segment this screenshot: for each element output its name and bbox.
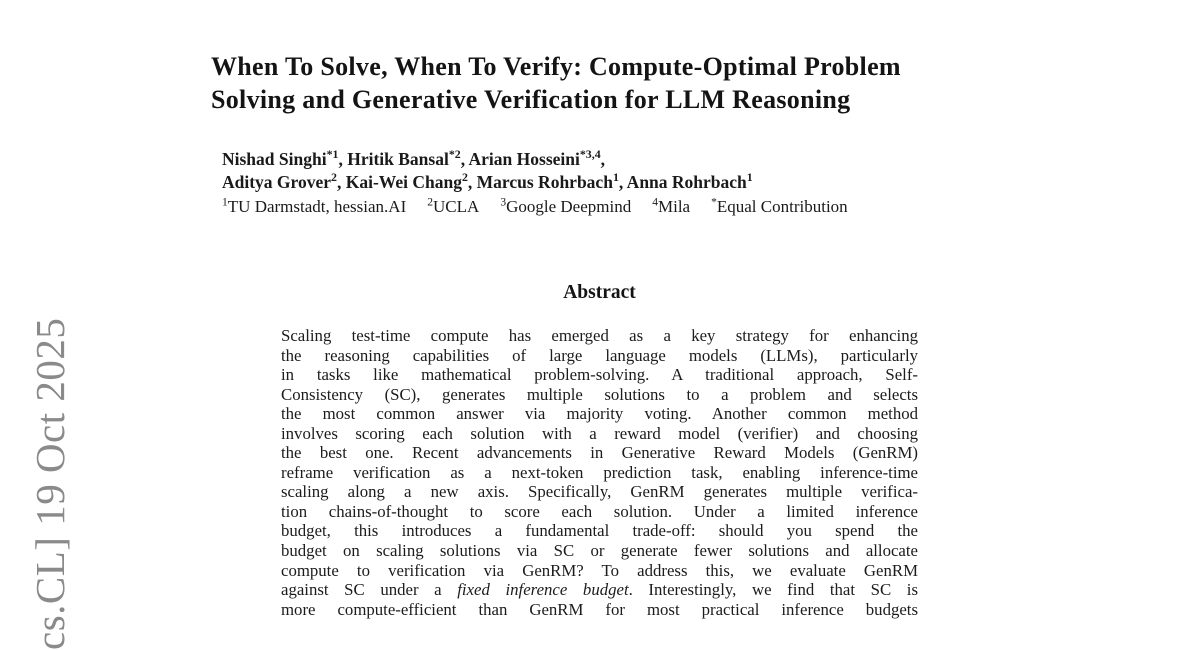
abstract-line: Scaling test-time compute has emerged as a key strategy for enhancing (281, 326, 918, 345)
affiliation-name: Google Deepmind (506, 197, 632, 216)
abstract-line: tion chains-of-thought to score each solution. Under a limited inference (281, 501, 918, 521)
affiliation (500, 197, 631, 216)
equal-contribution-label: Equal Contribution (716, 197, 848, 216)
author-block (222, 148, 848, 218)
affiliation (427, 197, 479, 216)
abstract-line: involves scoring each solution with a reward model (verifier) and choosing (281, 423, 918, 443)
abstract-line: the reasoning capabilities of large language models (LLMs), particularly (281, 345, 918, 365)
abstract-body (281, 326, 918, 619)
abstract-line: reframe verification as a next-token prediction task, enabling inference-time (281, 462, 918, 482)
affiliation-name: TU Darmstadt, hessian.AI (227, 197, 407, 216)
affiliation-row (222, 195, 848, 218)
author-name: , Anna Rohrbach (618, 172, 747, 192)
abstract-heading: Abstract (563, 282, 636, 303)
author-superscript: 1 (746, 170, 753, 185)
arxiv-watermark: cs.CL] 19 Oct 2025 (27, 317, 73, 650)
affiliation-superscript: 1 (222, 195, 228, 209)
abstract-line: in tasks like mathematical problem-solving. A traditional approach, Self- (281, 365, 918, 385)
equal-contribution-asterisk: * (711, 195, 717, 209)
affiliation-superscript: 3 (500, 195, 507, 209)
author-name: , Hritik Bansal (338, 149, 449, 169)
author-superscript: 2 (331, 170, 337, 185)
affiliation-name: UCLA (433, 197, 480, 216)
author-name: Nishad Singhi (222, 149, 327, 169)
paper-title-line-1: When To Solve, When To Verify: Compute-Optimal Problem (211, 52, 901, 81)
abstract-text-segment: . Interestingly, we find that SC is (628, 580, 918, 600)
abstract-line-with-emphasis (281, 580, 918, 600)
author-row-2 (222, 171, 848, 194)
paper-title (211, 50, 1011, 116)
affiliation-name: Mila (657, 197, 691, 216)
abstract-italic-segment: fixed inference budget (457, 580, 629, 600)
paper-title-line-2: Solving and Generative Verification for LLM Reasoning (211, 85, 851, 114)
author-superscript: *3,4 (579, 147, 601, 162)
author-superscript: *2 (448, 147, 461, 162)
author-superscript: 2 (461, 170, 468, 185)
author-name: , Kai-Wei Chang (337, 172, 462, 192)
author-row-trailing-comma: , (600, 149, 606, 169)
abstract-line: the most common answer via majority voting. Another common method (281, 404, 918, 424)
author-name: Aditya Grover (222, 172, 332, 192)
author-superscript: *1 (326, 147, 339, 162)
affiliation (222, 197, 406, 216)
abstract-text-segment: against SC under a (281, 580, 458, 600)
abstract-line: budget on scaling solutions via SC or generate fewer solutions and allocate (281, 541, 918, 561)
abstract-line: scaling along a new axis. Specifically, GenRM generates multiple verifica- (281, 482, 918, 502)
author-superscript: 1 (612, 170, 619, 185)
author-name: , Arian Hosseini (460, 149, 580, 169)
affiliation-superscript: 2 (427, 195, 434, 209)
abstract-line: the best one. Recent advancements in Generative Reward Models (GenRM) (281, 443, 918, 463)
equal-contribution-note (711, 197, 848, 216)
affiliation-superscript: 4 (652, 195, 658, 209)
affiliation (652, 197, 690, 216)
author-row-1 (222, 148, 848, 171)
abstract-line: budget, this introduces a fundamental trade-off: should you spend the (281, 521, 918, 541)
abstract-line: Consistency (SC), generates multiple solutions to a problem and selects (281, 384, 918, 404)
abstract-line: compute to verification via GenRM? To address this, we evaluate GenRM (281, 560, 918, 580)
author-name: , Marcus Rohrbach (467, 172, 613, 192)
abstract-line: more compute-efficient than GenRM for most practical inference budgets (281, 599, 918, 619)
